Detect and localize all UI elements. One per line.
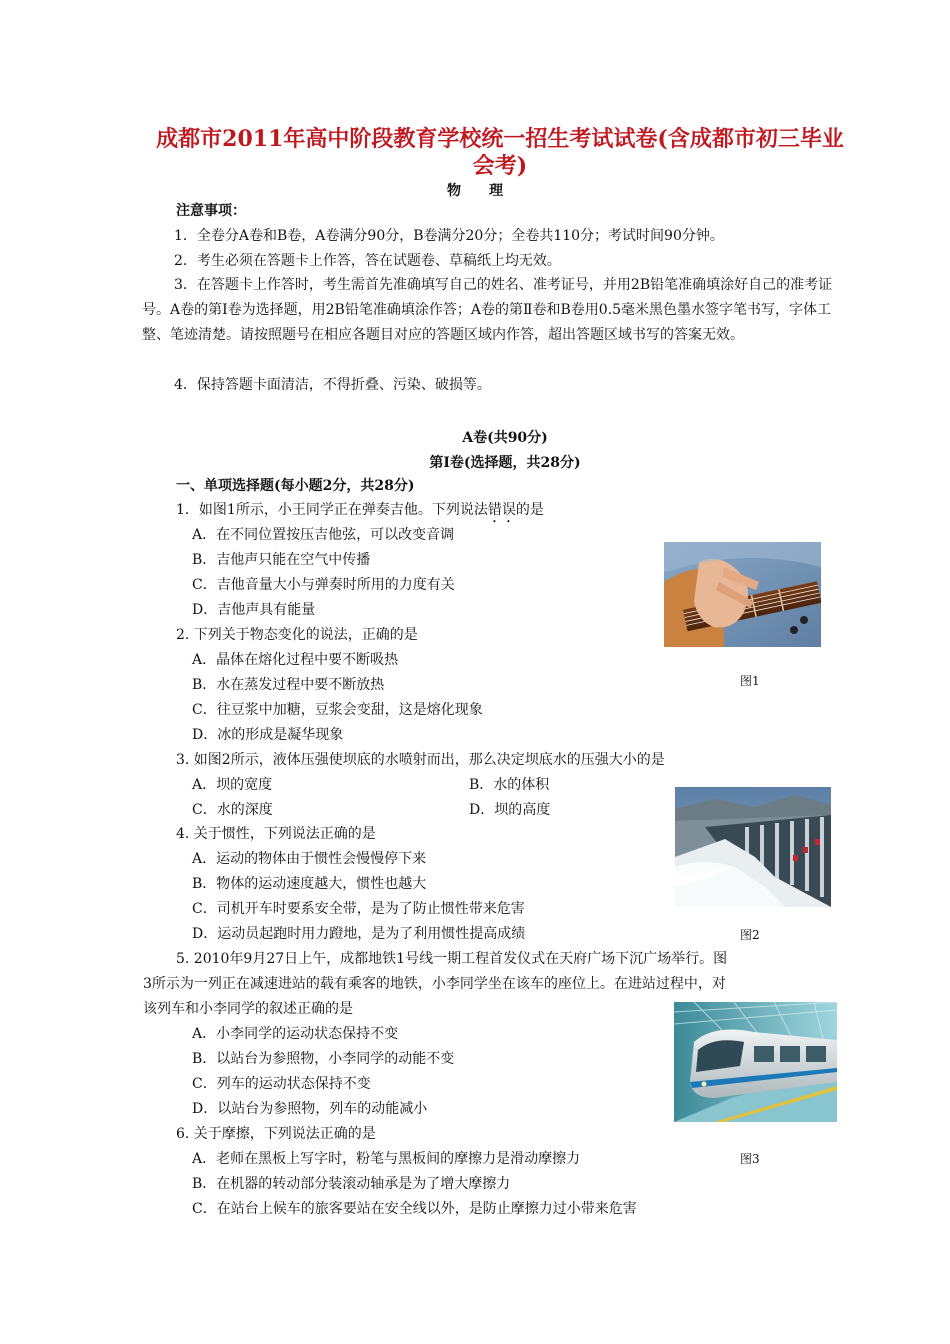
question-2-option-a: A．晶体在熔化过程中要不断吸热: [192, 652, 399, 668]
question-5-stem-line-1: 5. 2010年9月27日上午，成都地铁1号线一期工程首发仪式在天府广场下沉广场举行。图: [176, 951, 728, 967]
question-5-option-c: C．列车的运动状态保持不变: [192, 1076, 371, 1092]
question-1-option-b: B．吉他声只能在空气中传播: [192, 552, 371, 568]
question-5-stem-line-2: 3所示为一列正在减速进站的载有乘客的地铁，小李同学坐在该车的座位上。在进站过程中，对: [143, 976, 726, 992]
question-3-option-b: B．水的体积: [469, 777, 550, 793]
question-2-option-b: B．水在蒸发过程中要不断放热: [192, 677, 385, 693]
section-a-heading: A卷(共90分): [462, 430, 548, 446]
note-item-4: 4．保持答题卡面清洁，不得折叠、污染、破损等。: [174, 377, 491, 393]
question-5-option-d: D．以站台为参照物，列车的动能减小: [192, 1101, 428, 1117]
question-4-option-b: B．物体的运动速度越大，惯性也越大: [192, 876, 427, 892]
single-choice-heading: 一、单项选择题(每小题2分，共28分): [176, 478, 415, 494]
notes-heading: 注意事项：: [176, 203, 246, 219]
question-6-stem: 6. 关于摩擦，下列说法正确的是: [176, 1126, 376, 1142]
question-4-option-a: A．运动的物体由于惯性会慢慢停下来: [192, 851, 427, 867]
note-item-1: 1．全卷分A卷和B卷，A卷满分90分，B卷满分20分；全卷共110分；考试时间90分钟。: [174, 228, 724, 244]
figure-2-dam-photo: [675, 787, 831, 907]
question-5-stem-line-3: 该列车和小李同学的叙述正确的是: [143, 1001, 353, 1017]
question-6-option-b: B．在机器的转动部分装滚动轴承是为了增大摩擦力: [192, 1176, 511, 1192]
question-5-option-b: B．以站台为参照物，小李同学的动能不变: [192, 1051, 455, 1067]
question-1-option-a: A．在不同位置按压吉他弦，可以改变音调: [192, 527, 455, 543]
question-4-option-c: C．司机开车时要系安全带，是为了防止惯性带来危害: [192, 901, 525, 917]
question-3-option-d: D．坝的高度: [469, 802, 551, 818]
question-1-stem: 1．如图1所示，小王同学正在弹奏吉他。下列说法错误的是: [176, 502, 544, 518]
question-4-stem: 4. 关于惯性，下列说法正确的是: [176, 826, 376, 842]
question-1-option-c: C．吉他音量大小与弹奏时所用的力度有关: [192, 577, 455, 593]
question-3-stem: 3. 如图2所示，液体压强使坝底的水喷射而出，那么决定坝底水的压强大小的是: [176, 752, 665, 768]
figure-1-guitar-photo: [664, 542, 821, 647]
figure-3-metro-photo: [674, 1002, 837, 1122]
note-item-3: 3．在答题卡上作答时，考生需首先准确填写自己的姓名、准考证号，并用2B铅笔准确填涂好自己的准考证号。A卷的第Ⅰ卷为选择题，用2B铅笔准确填涂作答；A卷的第Ⅱ卷和B卷用0.5毫米黑色墨水签字笔书写，字体工整、笔迹清楚。请按照题号在相应各题目对应的答题区域内作答，超出答题区域书写的答案无效。: [142, 277, 833, 343]
figure-1-caption: 图1: [740, 674, 760, 688]
question-6-option-c: C．在站台上候车的旅客要站在安全线以外，是防止摩擦力过小带来危害: [192, 1201, 637, 1217]
question-6-option-a: A．老师在黑板上写字时，粉笔与黑板间的摩擦力是滑动摩擦力: [192, 1151, 581, 1167]
note-item-2: 2．考生必须在答题卡上作答，答在试题卷、草稿纸上均无效。: [174, 253, 561, 269]
subject-heading: 物 理: [447, 183, 503, 199]
figure-2-caption: 图2: [740, 928, 760, 942]
figure-3-caption: 图3: [740, 1152, 760, 1166]
exam-title: 成都市2011年高中阶段教育学校统一招生考试试卷(含成都市初三毕业会考): [156, 126, 844, 179]
question-2-option-d: D．冰的形成是凝华现象: [192, 727, 344, 743]
question-3-option-c: C．水的深度: [192, 802, 273, 818]
question-2-option-c: C．往豆浆中加糖，豆浆会变甜，这是熔化现象: [192, 702, 483, 718]
part1-heading: 第Ⅰ卷(选择题，共28分): [429, 455, 581, 471]
question-4-option-d: D．运动员起跑时用力蹬地，是为了利用惯性提高成绩: [192, 926, 526, 942]
emphasis-text: 错误: [487, 502, 516, 518]
question-1-option-d: D．吉他声具有能量: [192, 602, 316, 618]
question-2-stem: 2. 下列关于物态变化的说法，正确的是: [176, 627, 418, 643]
question-5-option-a: A．小李同学的运动状态保持不变: [192, 1026, 399, 1042]
question-3-option-a: A．坝的宽度: [192, 777, 273, 793]
